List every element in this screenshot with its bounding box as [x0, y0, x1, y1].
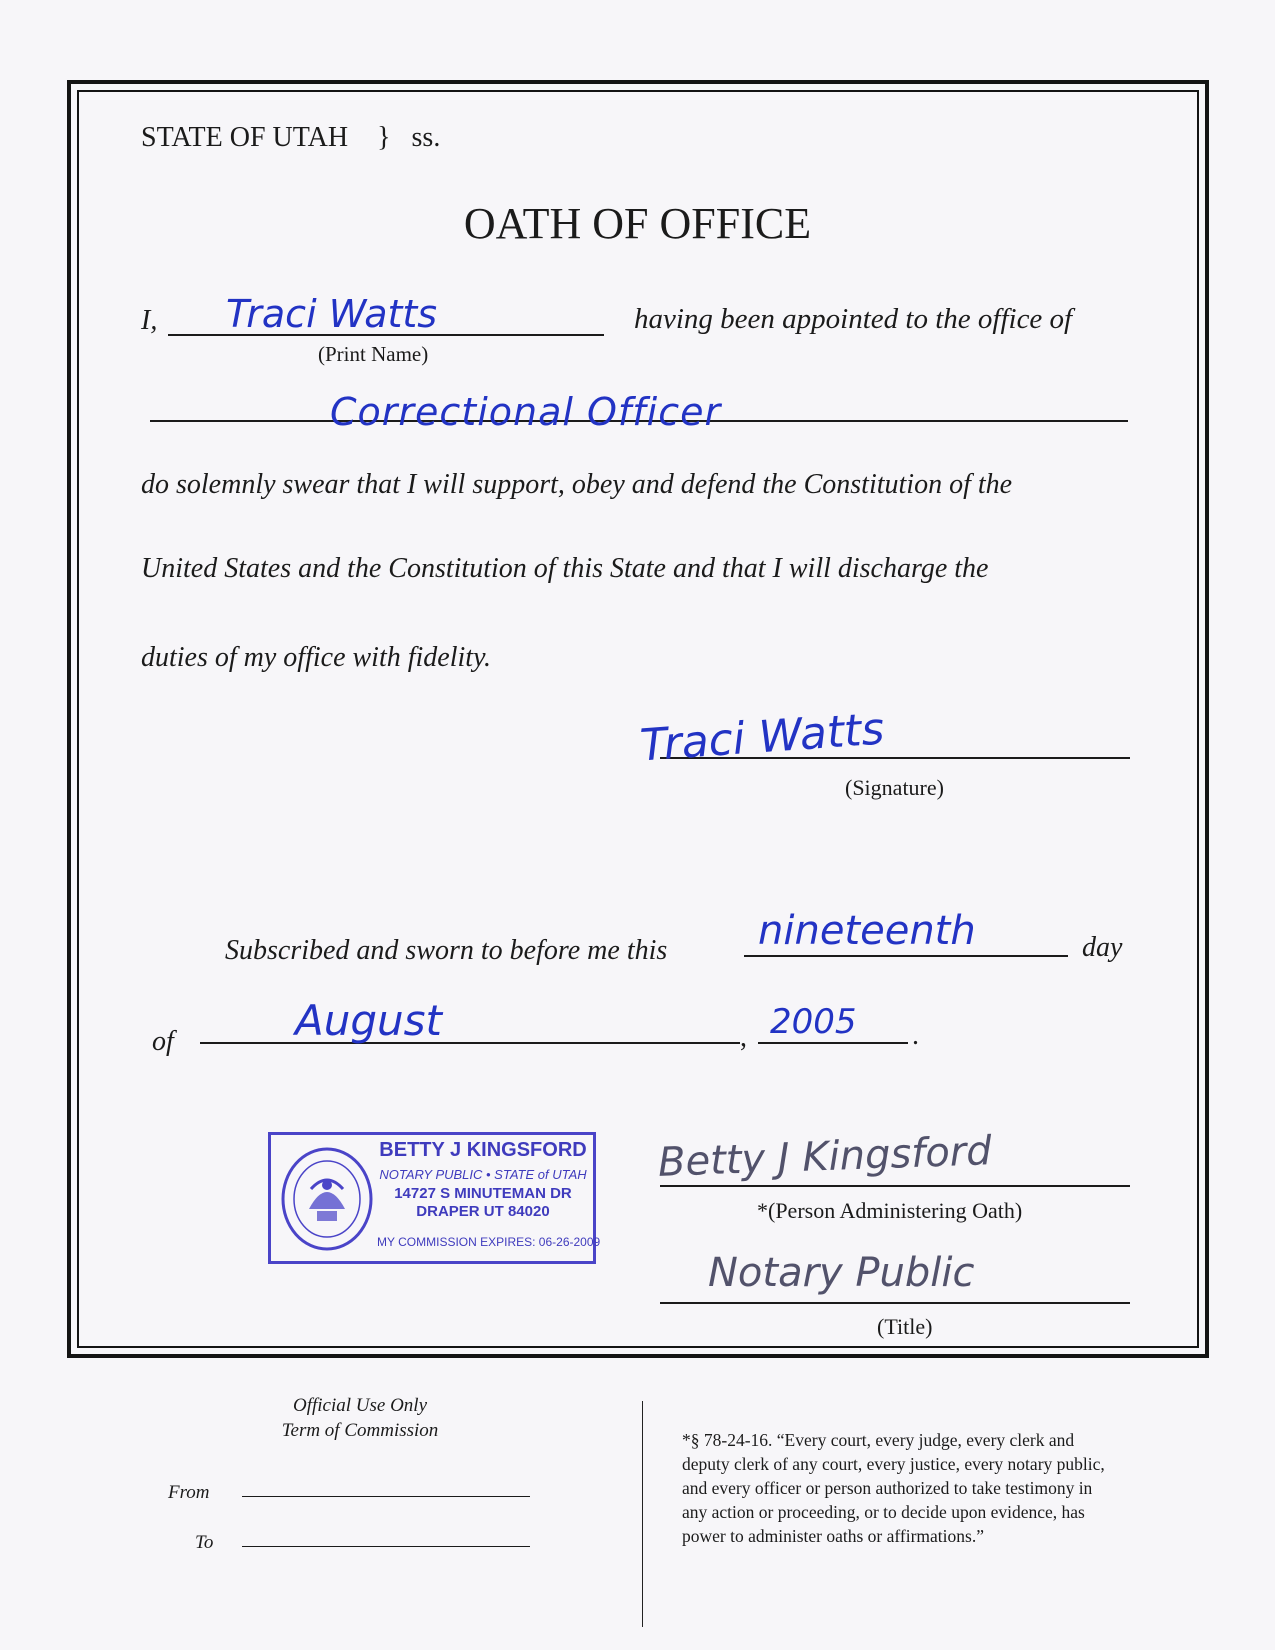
day-value: nineteenth [758, 908, 976, 954]
ss-label: ss. [411, 122, 441, 153]
title-line [660, 1302, 1130, 1304]
stamp-line-2: 14727 S MINUTEMAN DR [394, 1185, 572, 1202]
year-period: . [912, 1020, 919, 1051]
administering-line [660, 1185, 1130, 1187]
signature-value: Traci Watts [638, 703, 886, 772]
administering-signature: Betty J Kingsford [657, 1128, 993, 1186]
administering-caption: *(Person Administering Oath) [757, 1198, 1023, 1223]
footnote-line-2: deputy clerk of any court, every justice, every notary public, [682, 1454, 1105, 1474]
sworn-text: Subscribed and sworn to before me this [225, 935, 668, 966]
day-line [744, 955, 1068, 957]
year-value: 2005 [770, 1002, 857, 1042]
footnote-line-3: and every officer or person authorized to take testimony in [682, 1478, 1093, 1498]
stamp-line-3: DRAPER UT 84020 [416, 1203, 550, 1220]
oath-body-line-3: duties of my office with fidelity. [141, 642, 491, 673]
appointed-text: having been appointed to the office of [634, 303, 1073, 335]
footnote-line-4: any action or proceeding, or to decide upon evidence, has [682, 1502, 1085, 1522]
from-label: From [168, 1482, 210, 1503]
month-comma: , [740, 1022, 747, 1053]
page-title: OATH OF OFFICE [463, 199, 812, 248]
official-use-label: Official Use Only [292, 1395, 428, 1416]
title-value: Notary Public [708, 1250, 975, 1296]
month-line [200, 1042, 740, 1044]
year-line [758, 1042, 908, 1044]
to-label: To [195, 1532, 214, 1553]
state-seal-icon [279, 1145, 375, 1253]
title-caption: (Title) [877, 1314, 933, 1339]
statute-footnote [682, 1428, 1105, 1548]
month-value: August [295, 996, 442, 1045]
brace: } [377, 122, 391, 153]
oath-body-line-2: United States and the Constitution of this State and that I will discharge the [141, 553, 989, 584]
from-field[interactable] [242, 1496, 530, 1497]
footer-divider [642, 1401, 643, 1627]
stamp-expires: MY COMMISSION EXPIRES: 06-26-2009 [377, 1235, 601, 1249]
of-word: of [152, 1026, 174, 1057]
day-word: day [1082, 932, 1123, 963]
stamp-line-1: NOTARY PUBLIC • STATE of UTAH [379, 1167, 587, 1182]
inner-border [77, 90, 1199, 1348]
to-field[interactable] [242, 1546, 530, 1547]
notary-stamp [268, 1132, 601, 1264]
prefix-i: I, [141, 305, 158, 336]
term-of-commission-label: Term of Commission [281, 1420, 439, 1441]
state-heading [141, 122, 440, 154]
state-label: STATE OF UTAH [141, 122, 349, 153]
signature-caption: (Signature) [845, 775, 944, 800]
office-value: Correctional Officer [330, 390, 722, 434]
oath-body-line-1: do solemnly swear that I will support, obey and defend the Constitution of the [141, 469, 1013, 500]
stamp-name: BETTY J KINGSFORD [379, 1139, 587, 1161]
footnote-line-5: power to administer oaths or affirmations.” [682, 1526, 984, 1546]
print-name-caption: (Print Name) [318, 342, 429, 366]
footnote-line-1: *§ 78-24-16. “Every court, every judge, every clerk and [682, 1430, 1075, 1450]
print-name-value: Traci Watts [226, 292, 438, 336]
